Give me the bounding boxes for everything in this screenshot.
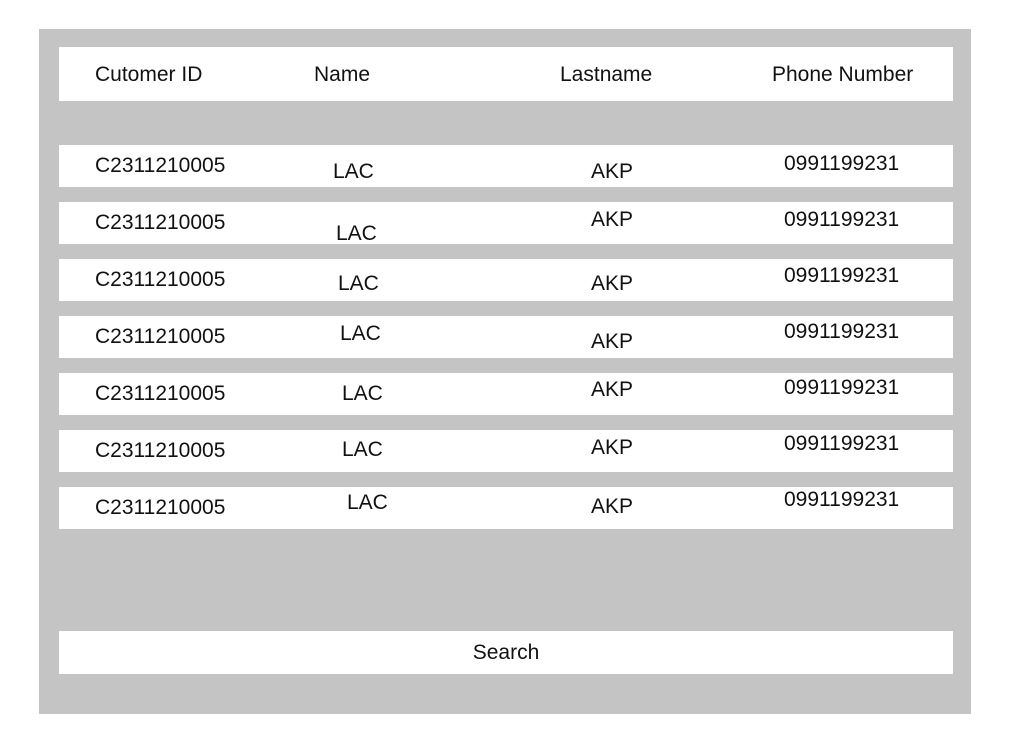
cell-phone-number: 0991199231 — [784, 152, 900, 175]
cell-phone-number: 0991199231 — [784, 376, 900, 399]
cell-phone-number: 0991199231 — [784, 208, 900, 231]
table-row[interactable] — [59, 430, 953, 472]
cell-name: LAC — [340, 322, 381, 345]
cell-lastname: AKP — [591, 272, 634, 295]
cell-customer-id: C2311210005 — [95, 325, 226, 348]
cell-lastname: AKP — [591, 495, 634, 518]
cell-name: LAC — [347, 491, 388, 514]
cell-phone-number: 0991199231 — [784, 432, 900, 455]
table-row[interactable] — [59, 259, 953, 301]
table-header — [59, 47, 953, 101]
cell-customer-id: C2311210005 — [95, 154, 226, 177]
table-row[interactable] — [59, 202, 953, 244]
cell-name: LAC — [336, 222, 377, 245]
cell-phone-number: 0991199231 — [784, 264, 900, 287]
search-button-label: Search — [472, 641, 540, 664]
header-customer-id: Cutomer ID — [95, 63, 203, 86]
cell-phone-number: 0991199231 — [784, 320, 900, 343]
table-row[interactable] — [59, 316, 953, 358]
cell-phone-number: 0991199231 — [784, 488, 900, 511]
cell-lastname: AKP — [591, 330, 634, 353]
cell-name: LAC — [342, 438, 383, 461]
cell-customer-id: C2311210005 — [95, 496, 226, 519]
header-lastname: Lastname — [560, 63, 653, 86]
search-button[interactable] — [59, 631, 953, 674]
table-row[interactable] — [59, 145, 953, 187]
cell-name: LAC — [333, 160, 374, 183]
header-name: Name — [314, 63, 371, 86]
table-row[interactable] — [59, 373, 953, 415]
table-row[interactable] — [59, 487, 953, 529]
cell-lastname: AKP — [591, 378, 634, 401]
header-phone-number: Phone Number — [772, 63, 914, 86]
cell-customer-id: C2311210005 — [95, 211, 226, 234]
cell-customer-id: C2311210005 — [95, 382, 226, 405]
customer-panel — [39, 29, 971, 714]
cell-lastname: AKP — [591, 160, 634, 183]
cell-name: LAC — [338, 272, 379, 295]
cell-customer-id: C2311210005 — [95, 439, 226, 462]
cell-lastname: AKP — [591, 436, 634, 459]
cell-name: LAC — [342, 382, 383, 405]
cell-customer-id: C2311210005 — [95, 268, 226, 291]
cell-lastname: AKP — [591, 208, 634, 231]
